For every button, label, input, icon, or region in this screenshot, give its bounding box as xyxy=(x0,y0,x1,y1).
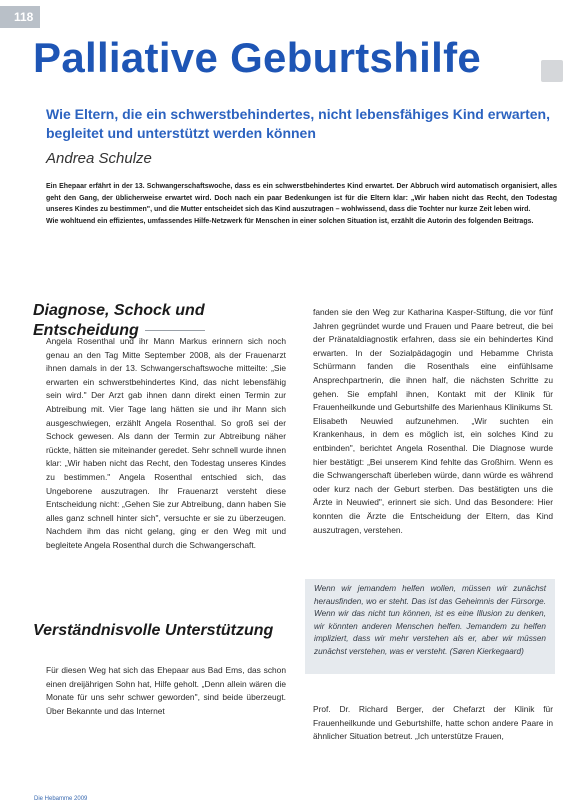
page-number-tab: 118 xyxy=(0,6,40,28)
intro-block xyxy=(46,181,557,227)
intro-paragraph: Ein Ehepaar erfährt in der 13. Schwangerschaftswoche, dass es ein schwerstbehindertes Kind erwartet. Der Abbruch wird automatisch organisiert, alles geht den Gang, der üblicherweise erwartet wird. Doch nach ein paar Bedenkungen ist für die Eltern klar: „Wir haben nicht das Recht, den Todestag unseres Kindes zu bestimmen", und die Mutter entscheidet sich das Kind auszutragen – wohlwissend, dass die Tochter nur kurze Zeit leben wird. xyxy=(46,183,557,214)
heading-line: Entscheidung xyxy=(33,322,139,339)
page-footer: Die Hebamme 2009 xyxy=(34,796,88,802)
intro-paragraph: Wie wohltuend ein effizientes, umfassendes Hilfe-Netzwerk für Menschen in einer solchen Situation ist, erzählt die Autorin des folgenden Beitrags. xyxy=(46,217,534,225)
heading-rule xyxy=(145,330,205,331)
article-title: Palliative Geburtshilfe xyxy=(33,34,482,81)
article-subtitle: Wie Eltern, die ein schwerstbehindertes, nicht lebensfähiges Kind erwarten, begleitet und unterstützt werden können xyxy=(46,106,550,141)
heading-line: Diagnose, Schock und xyxy=(33,302,205,319)
quote-text xyxy=(314,583,546,659)
heading-line: Verständnisvolle Unterstützung xyxy=(33,622,274,639)
quote-box xyxy=(305,579,555,674)
right-column-text: fanden sie den Weg zur Katharina Kasper-Stiftung, die vor fünf Jahren gegründet wurde und Frauen und Paare betreut, die bei der Pränataldiagnostik erfahren, dass sie ein behindertes Kind erwarten. In der Sozialpädagogin und Hebamme Christa Schürmann fanden die Rosenthals eine einfühlsame Ansprechpartnerin, die ihnen half, die nächsten Schritte zu gehen. Sie empfahl ihnen, Kontakt mit der Klinik für Frauenheilkunde und Geburtshilfe des Marienhaus Klinikums St. Elisabeth Neuwied aufzunehmen. „Wir suchten ein Krankenhaus, in dem es möglich ist, ein solches Kind zu entbinden", berichtet Angela Rosenthal. Die Diagnose wurde hier bestätigt: „Bei unserem Kind fehlte das Großhirn. Wenn es die Schwangerschaft überleben würde, dann würde es während oder kurz nach der Geburt sterben. Das bestätigten uns die Ärzte in Neuwied", erinnert sie sich. Und das Besondere: Hier konnten die Ärzte die Entscheidung der Eltern, das Kind auszutragen, verstehen. xyxy=(313,307,553,535)
scan-mark xyxy=(541,60,563,82)
quote-body: Wenn wir jemandem helfen wollen, müssen wir zunächst herausfinden, wo er steht. Das ist das Geheimnis der Fürsorge. Wenn wir das nicht tun können, ist es eine Illusion zu denken, wir könnten anderen Menschen helfen. Jemandem zu helfen impliziert, dass wir mehr verstehen als er, aber wir müssen zunächst verstehen, was er versteht. xyxy=(314,584,546,656)
section-body-diagnose: Angela Rosenthal und ihr Mann Markus erinnern sich noch genau an den Tag Mitte September 2008, als der Frauenarzt ihnen damals in der 13. Schwangerschaftswoche mitteilte: „Sie erwarten ein schwerstbehindertes Kind, das nicht lebensfähig sein wird." Der Arzt gab ihnen dann direkt einen Termin zur Abtreibung mit. Vier Tage lang hätten sie und ihr Mann sich ausgeschwiegen, erzählt Angela Rosenthal. So groß sei der Schock gewesen. Als dann der Termin zur Abtreibung näher rückte, hätten sie miteinander geredet. Sehr schnell wurde ihnen klar: „Wir haben nicht das Recht, den Todestag unseres Kindes zu bestimmen." Angela Rosenthal entschied sich, das Ungeborene auszutragen. Ihr Frauenarzt versteht diese Entscheidung nicht: „Gehen Sie zur Abtreibung, dann haben Sie alles ganz schnell hinter sich", versuchte er sie zu überzeugen. Nachdem ihm das nicht gelang, ging er den Weg mit und begleitete Angela Rosenthal durch die Schwangerschaft. xyxy=(46,336,286,550)
section-heading-unterstuetzung xyxy=(33,621,283,641)
quote-source: (Søren Kierkegaard) xyxy=(449,646,524,656)
right-column-text-continued: Prof. Dr. Richard Berger, der Chefarzt der Klinik für Frauenheilkunde und Geburtshilfe, hatte schon andere Paare in ähnlicher Situation betreut. „Ich unterstütze Frauen, xyxy=(313,704,553,742)
author-name: Andrea Schulze xyxy=(46,150,152,167)
section-body-unterstuetzung: Für diesen Weg hat sich das Ehepaar aus Bad Ems, das schon einen dreijährigen Sohn hat, Hilfe geholt. „Denn allein wären die Monate für uns sehr schwer geworden", sind beide überzeugt. Über Bekannte und das Internet xyxy=(46,665,286,716)
